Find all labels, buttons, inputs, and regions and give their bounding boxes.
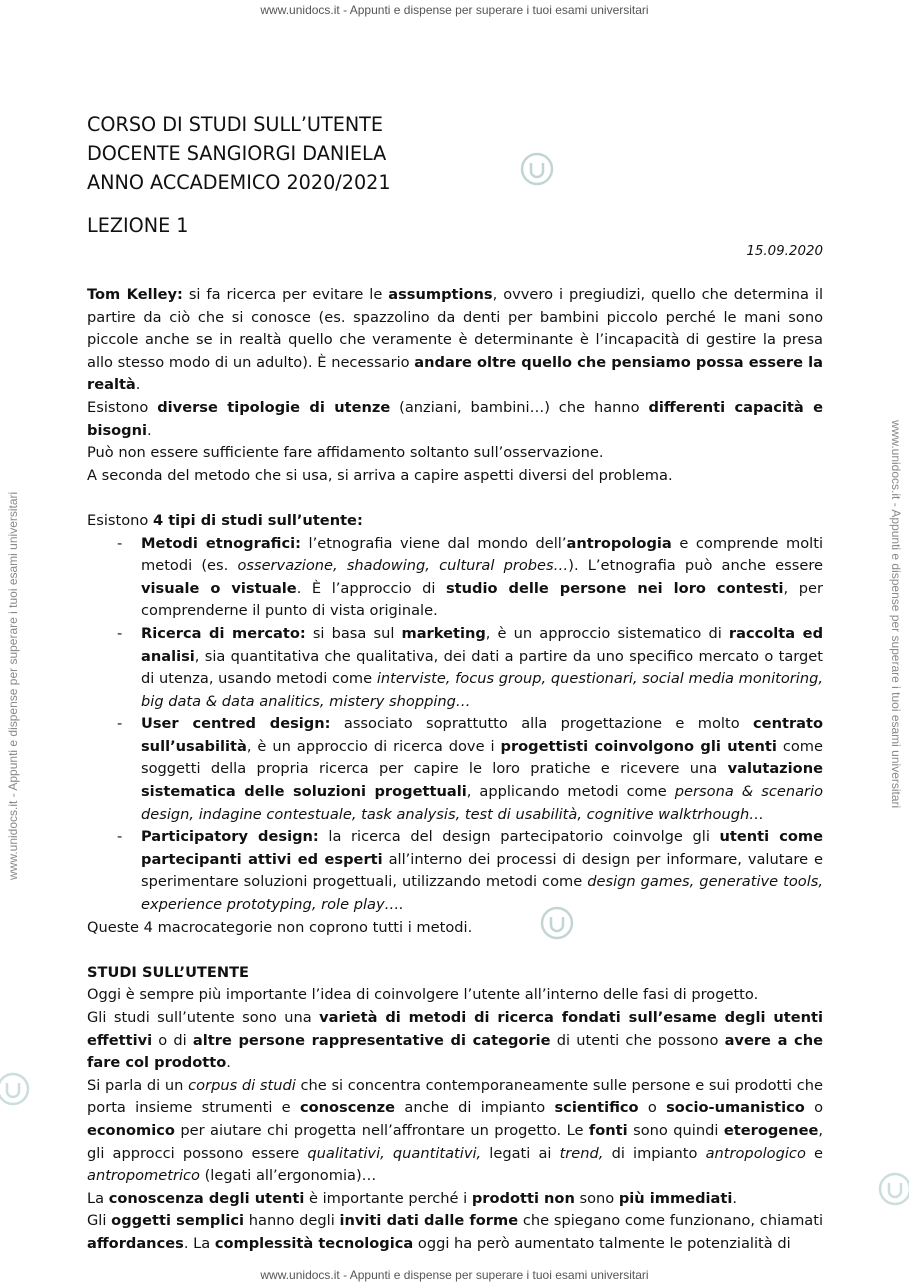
teacher-line: DOCENTE SANGIORGI DANIELA [87,142,387,165]
academic-year: ANNO ACCADEMICO 2020/2021 [87,171,391,194]
intro-paragraph-3: Può non essere sufficiente fare affidamento soltanto sull’osservazione. [87,444,604,462]
watermark-left: www.unidocs.it - Appunti e dispense per superare i tuoi esami universitari [6,491,20,880]
unidocs-logo-icon [0,1072,30,1106]
section-paragraph-2: Gli studi sull’utente sono una varietà di metodi di ricerca fondati sull’esame degli utenti effettivi o di altre persone rappresentative di categorie di utenti che possono avere a che fare col prodotto. [87,1009,823,1072]
dash-bullet: - [117,624,123,642]
intro-paragraph-4: A seconda del metodo che si usa, si arriva a capire aspetti diversi del problema. [87,466,673,484]
list-item [87,826,823,916]
list-item-text: Participatory design: la ricerca del design partecipatorio coinvolge gli utenti come partecipanti attivi ed esperti all’interno dei processi di design per informare, valutare e sperimentare soluzioni progettuali, utilizzando metodi come design games, generative tools, experience prototyping, role play…. [141,828,824,914]
intro-paragraph-2: Esistono diverse tipologie di utenze (anziani, bambini…) che hanno differenti capacità e bisogni. [87,398,823,439]
list-item [87,623,823,713]
dash-bullet: - [117,828,123,846]
list-item [87,713,823,826]
course-title: CORSO DI STUDI SULL’UTENTE [87,113,384,136]
study-types-list [87,533,823,917]
section-paragraph-3: Si parla di un corpus di studi che si concentra contemporaneamente sulle persone e sui prodotti che porta insieme strumenti e conoscenze anche di impianto scientifico o socio-umanistico o economico per aiutare chi progetta nell’affrontare un progetto. Le fonti sono quindi eterogenee, gli approcci possono essere qualitativi, quantitativi, legati ai trend, di impianto antropologico e antropometrico (legati all’ergonomia)… [87,1076,824,1185]
lesson-title: LEZIONE 1 [87,214,189,237]
list-item-text: Ricerca di mercato: si basa sul marketing, è un approccio sistematico di raccolta ed analisi, sia quantitativa che qualitativa, dei dati a partire da uno specifico mercato o target di utenza, usando metodi come interviste, focus group, questionari, social media monitoring, big data & data analitics, mistery shopping… [141,624,824,710]
section-paragraph-1: Oggi è sempre più importante l’idea di coinvolgere l’utente all’interno delle fasi di progetto. [87,986,759,1004]
watermark-bottom[interactable]: www.unidocs.it - Appunti e dispense per superare i tuoi esami universitari [260,1268,649,1282]
intro-paragraph-1: Tom Kelley: si fa ricerca per evitare le assumptions, ovvero i pregiudizi, quello che determina il partire da ciò che si conosce (es. spazzolino da denti per bambini piccolo perché le mani sono piccole anche se in realtà quello che veramente è determinante è l’incapacità di gestire la presa allo stesso modo di un adulto). È necessario andare oltre quello che pensiamo possa essere la realtà. [87,286,824,394]
section-paragraph-4: La conoscenza degli utenti è importante perché i prodotti non sono più immediati. [87,1189,737,1207]
watermark-right: www.unidocs.it - Appunti e dispense per superare i tuoi esami universitari [889,420,903,809]
lesson-date: 15.09.2020 [746,244,823,259]
types-outro: Queste 4 macrocategorie non coprono tutti i metodi. [87,918,473,936]
watermark-top[interactable]: www.unidocs.it - Appunti e dispense per superare i tuoi esami universitari [260,3,649,17]
types-intro: Esistono 4 tipi di studi sull’utente: [87,511,363,529]
dash-bullet: - [117,534,123,552]
list-item-text: User centred design: associato soprattutto alla progettazione e molto centrato sull’usabilità, è un approccio di ricerca dove i progettisti coinvolgono gli utenti come soggetti della propria ricerca per capire le loro pratiche e ricevere una valutazione sistematica delle soluzioni progettuali, applicando metodi come persona & scenario design, indagine contestuale, task analysis, test di usabilità, cognitive walktrhough… [141,715,824,823]
list-item [87,533,823,623]
dash-bullet: - [117,715,123,733]
document-body [87,110,823,1256]
unidocs-logo-icon [878,1172,909,1206]
list-item-text: Metodi etnografici: l’etnografia viene dal mondo dell’antropologia e comprende molti metodi (es. osservazione, shadowing, cultural probes…). L’etnografia può anche essere visuale o vistuale. È l’approccio di studio delle persone nei loro contesti, per comprenderne il punto di vista originale. [141,534,824,620]
section-title: STUDI SULL’UTENTE [87,963,249,981]
section-paragraph-5: Gli oggetti semplici hanno degli inviti dati dalle forme che spiegano come funzionano, chiamati affordances. La complessità tecnologica oggi ha però aumentato talmente le potenzialità di [87,1212,824,1252]
